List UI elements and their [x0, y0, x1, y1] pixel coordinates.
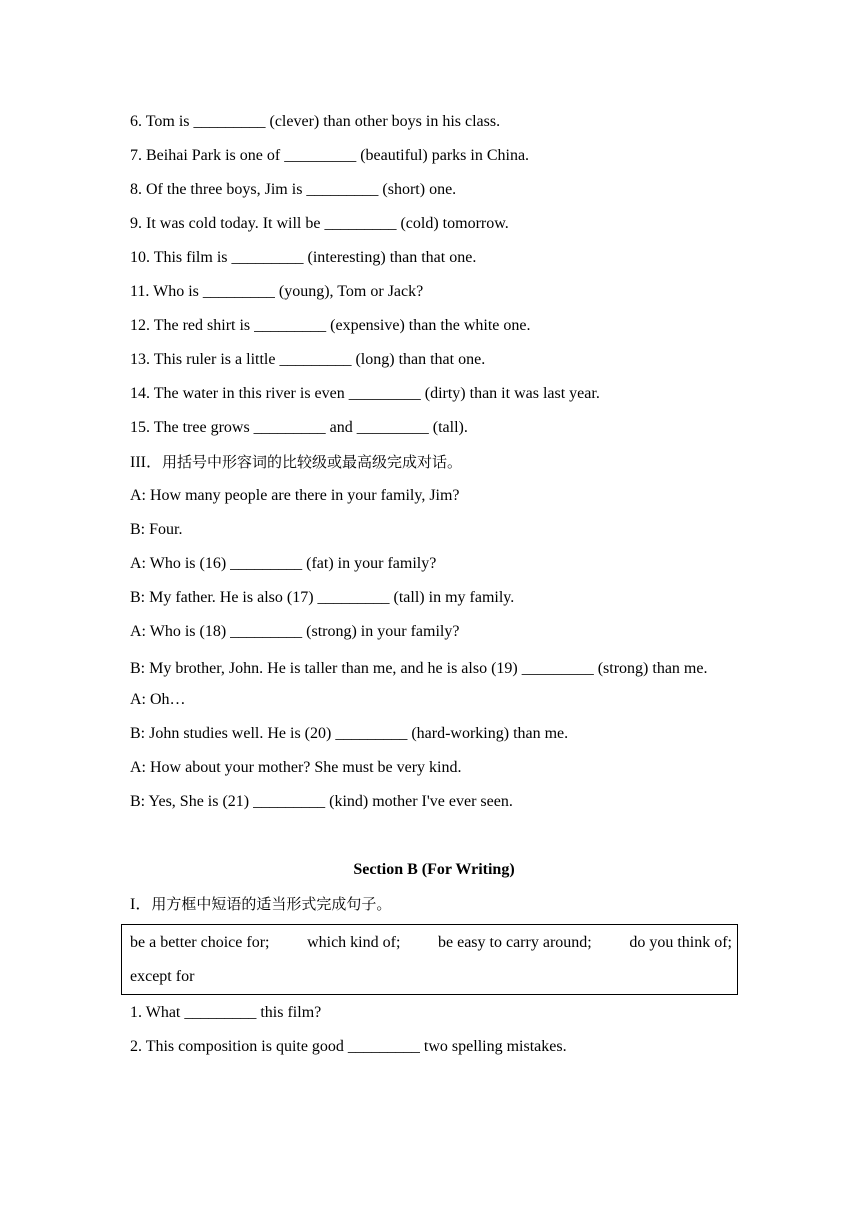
phrase-item: do you think of; [629, 934, 732, 951]
section-3-instruction: 用括号中形容词的比较级或最高级完成对话。 [162, 453, 463, 471]
dialogue-line: B: Four. [130, 521, 183, 538]
worksheet-page [130, 108, 738, 1064]
phrase-item: which kind of; [307, 934, 401, 951]
exercise-item-12: 12. The red shirt is _________ (expensive) than the white one. [130, 317, 531, 334]
dialogue-line: A: How about your mother? She must be very kind. [130, 759, 462, 776]
exercise-item-7: 7. Beihai Park is one of _________ (beautiful) parks in China. [130, 147, 530, 164]
sentence-item-2: 2. This composition is quite good _________ two spelling mistakes. [130, 1038, 567, 1055]
exercise-item-6: 6. Tom is _________ (clever) than other boys in his class. [130, 113, 501, 130]
exercise-item-14: 14. The water in this river is even _________ (dirty) than it was last year. [130, 385, 600, 402]
dialogue-line: A: Who is (18) _________ (strong) in your family? [130, 623, 460, 640]
phrase-row [130, 926, 732, 960]
section-3-number: III． [130, 454, 162, 471]
dialogue [130, 482, 738, 822]
sentence-item-1: 1. What _________ this film? [130, 1004, 322, 1021]
dialogue-line: A: Oh… [130, 691, 186, 708]
dialogue-line: B: My brother, John. He is taller than me, and he is also (19) _________ (strong) than me. [130, 660, 708, 677]
phrase-item: be a better choice for; [130, 934, 270, 951]
phrase-item: be easy to carry around; [438, 934, 592, 951]
section-b-heading [130, 890, 738, 924]
section-b-title: Section B (For Writing) [353, 861, 515, 878]
phrase-item: except for [130, 968, 195, 985]
dialogue-line: B: John studies well. He is (20) _________ (hard-working) than me. [130, 725, 569, 742]
section-3-heading [130, 448, 738, 482]
exercise-part1-list [130, 108, 738, 448]
phrase-row [130, 960, 732, 994]
section-b-sentences [130, 996, 738, 1064]
exercise-item-9: 9. It was cold today. It will be _________ (cold) tomorrow. [130, 215, 509, 232]
exercise-item-13: 13. This ruler is a little _________ (long) than that one. [130, 351, 486, 368]
dialogue-line: A: Who is (16) _________ (fat) in your family? [130, 555, 437, 572]
exercise-item-10: 10. This film is _________ (interesting) than that one. [130, 249, 477, 266]
dialogue-line: B: Yes, She is (21) _________ (kind) mother I've ever seen. [130, 793, 513, 810]
dialogue-line: A: How many people are there in your family, Jim? [130, 487, 460, 504]
section-b-instruction: 用方框中短语的适当形式完成句子。 [151, 895, 392, 913]
exercise-item-15: 15. The tree grows _________ and _________ (tall). [130, 419, 468, 436]
phrase-box [121, 924, 738, 995]
dialogue-line: B: My father. He is also (17) _________ (tall) in my family. [130, 589, 515, 606]
exercise-item-8: 8. Of the three boys, Jim is _________ (short) one. [130, 181, 457, 198]
section-b-number: I． [130, 896, 152, 913]
exercise-item-11: 11. Who is _________ (young), Tom or Jack? [130, 283, 424, 300]
